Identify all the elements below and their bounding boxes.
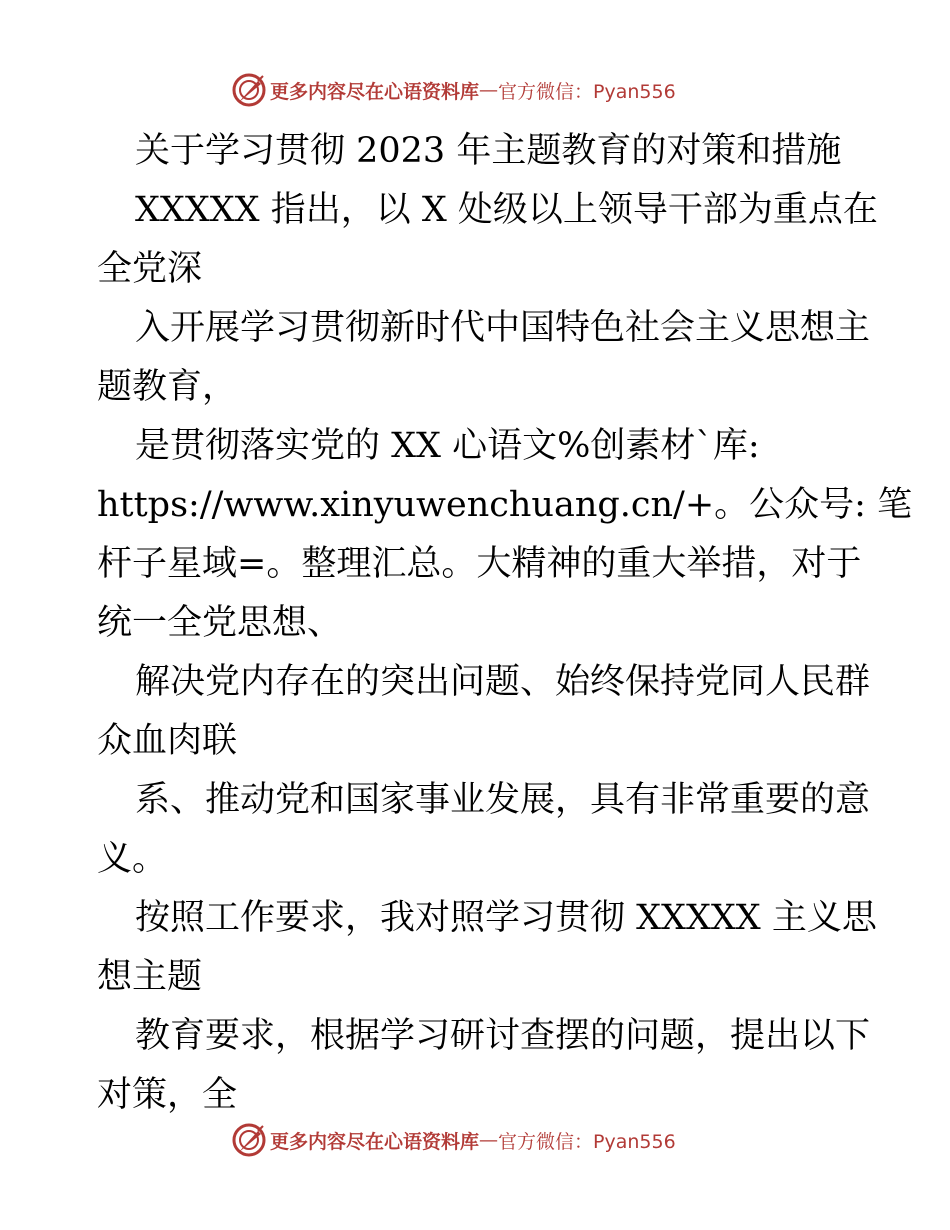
banner-separator: —: [479, 79, 499, 101]
paragraph-line: 全党深: [97, 249, 203, 289]
quill-logo-icon: [232, 73, 266, 107]
footer-watermark-banner: [232, 1120, 676, 1160]
paragraph-line: https://www.xinyuwenchuang.cn/+。公众号: 笔: [97, 485, 913, 525]
paragraph-line: 统一全党思想、: [97, 603, 343, 643]
paragraph-line: 题教育，: [97, 367, 238, 407]
header-watermark-banner: [232, 70, 676, 110]
paragraph-line: 系、推动党和国家事业发展，具有非常重要的意: [135, 780, 871, 820]
paragraph-line: 对策，全: [97, 1075, 238, 1115]
paragraph-line: 是贯彻落实党的 XX 心语文%创素材`库:: [135, 426, 760, 466]
document-title: 关于学习贯彻 2023 年主题教育的对策和措施: [135, 131, 842, 171]
paragraph-line: 想主题: [97, 957, 203, 997]
quill-logo-icon: [232, 1123, 266, 1157]
paragraph-line: 杆子星域=。整理汇总。大精神的重大举措，对于: [97, 544, 862, 584]
paragraph-line: 解决党内存在的突出问题、始终保持党同人民群: [135, 662, 871, 702]
banner-wechat-text: 官方微信：Pyan556: [498, 80, 676, 103]
paragraph-line: 义。: [97, 839, 168, 879]
banner-wechat-text: 官方微信：Pyan556: [498, 1130, 676, 1153]
paragraph-line: 按照工作要求，我对照学习贯彻 XXXXX 主义思: [135, 898, 877, 938]
paragraph-line: 众血肉联: [97, 721, 238, 761]
paragraph-line: XXXXX 指出，以 X 处级以上领导干部为重点在: [135, 190, 878, 230]
banner-separator: —: [479, 1129, 499, 1151]
paragraph-line: 教育要求，根据学习研讨查摆的问题，提出以下: [135, 1016, 871, 1056]
document-body: [97, 122, 913, 1125]
paragraph-line: 入开展学习贯彻新时代中国特色社会主义思想主: [135, 308, 871, 348]
banner-main-text: 更多内容尽在心语资料库: [270, 1130, 480, 1153]
banner-main-text: 更多内容尽在心语资料库: [270, 80, 480, 103]
